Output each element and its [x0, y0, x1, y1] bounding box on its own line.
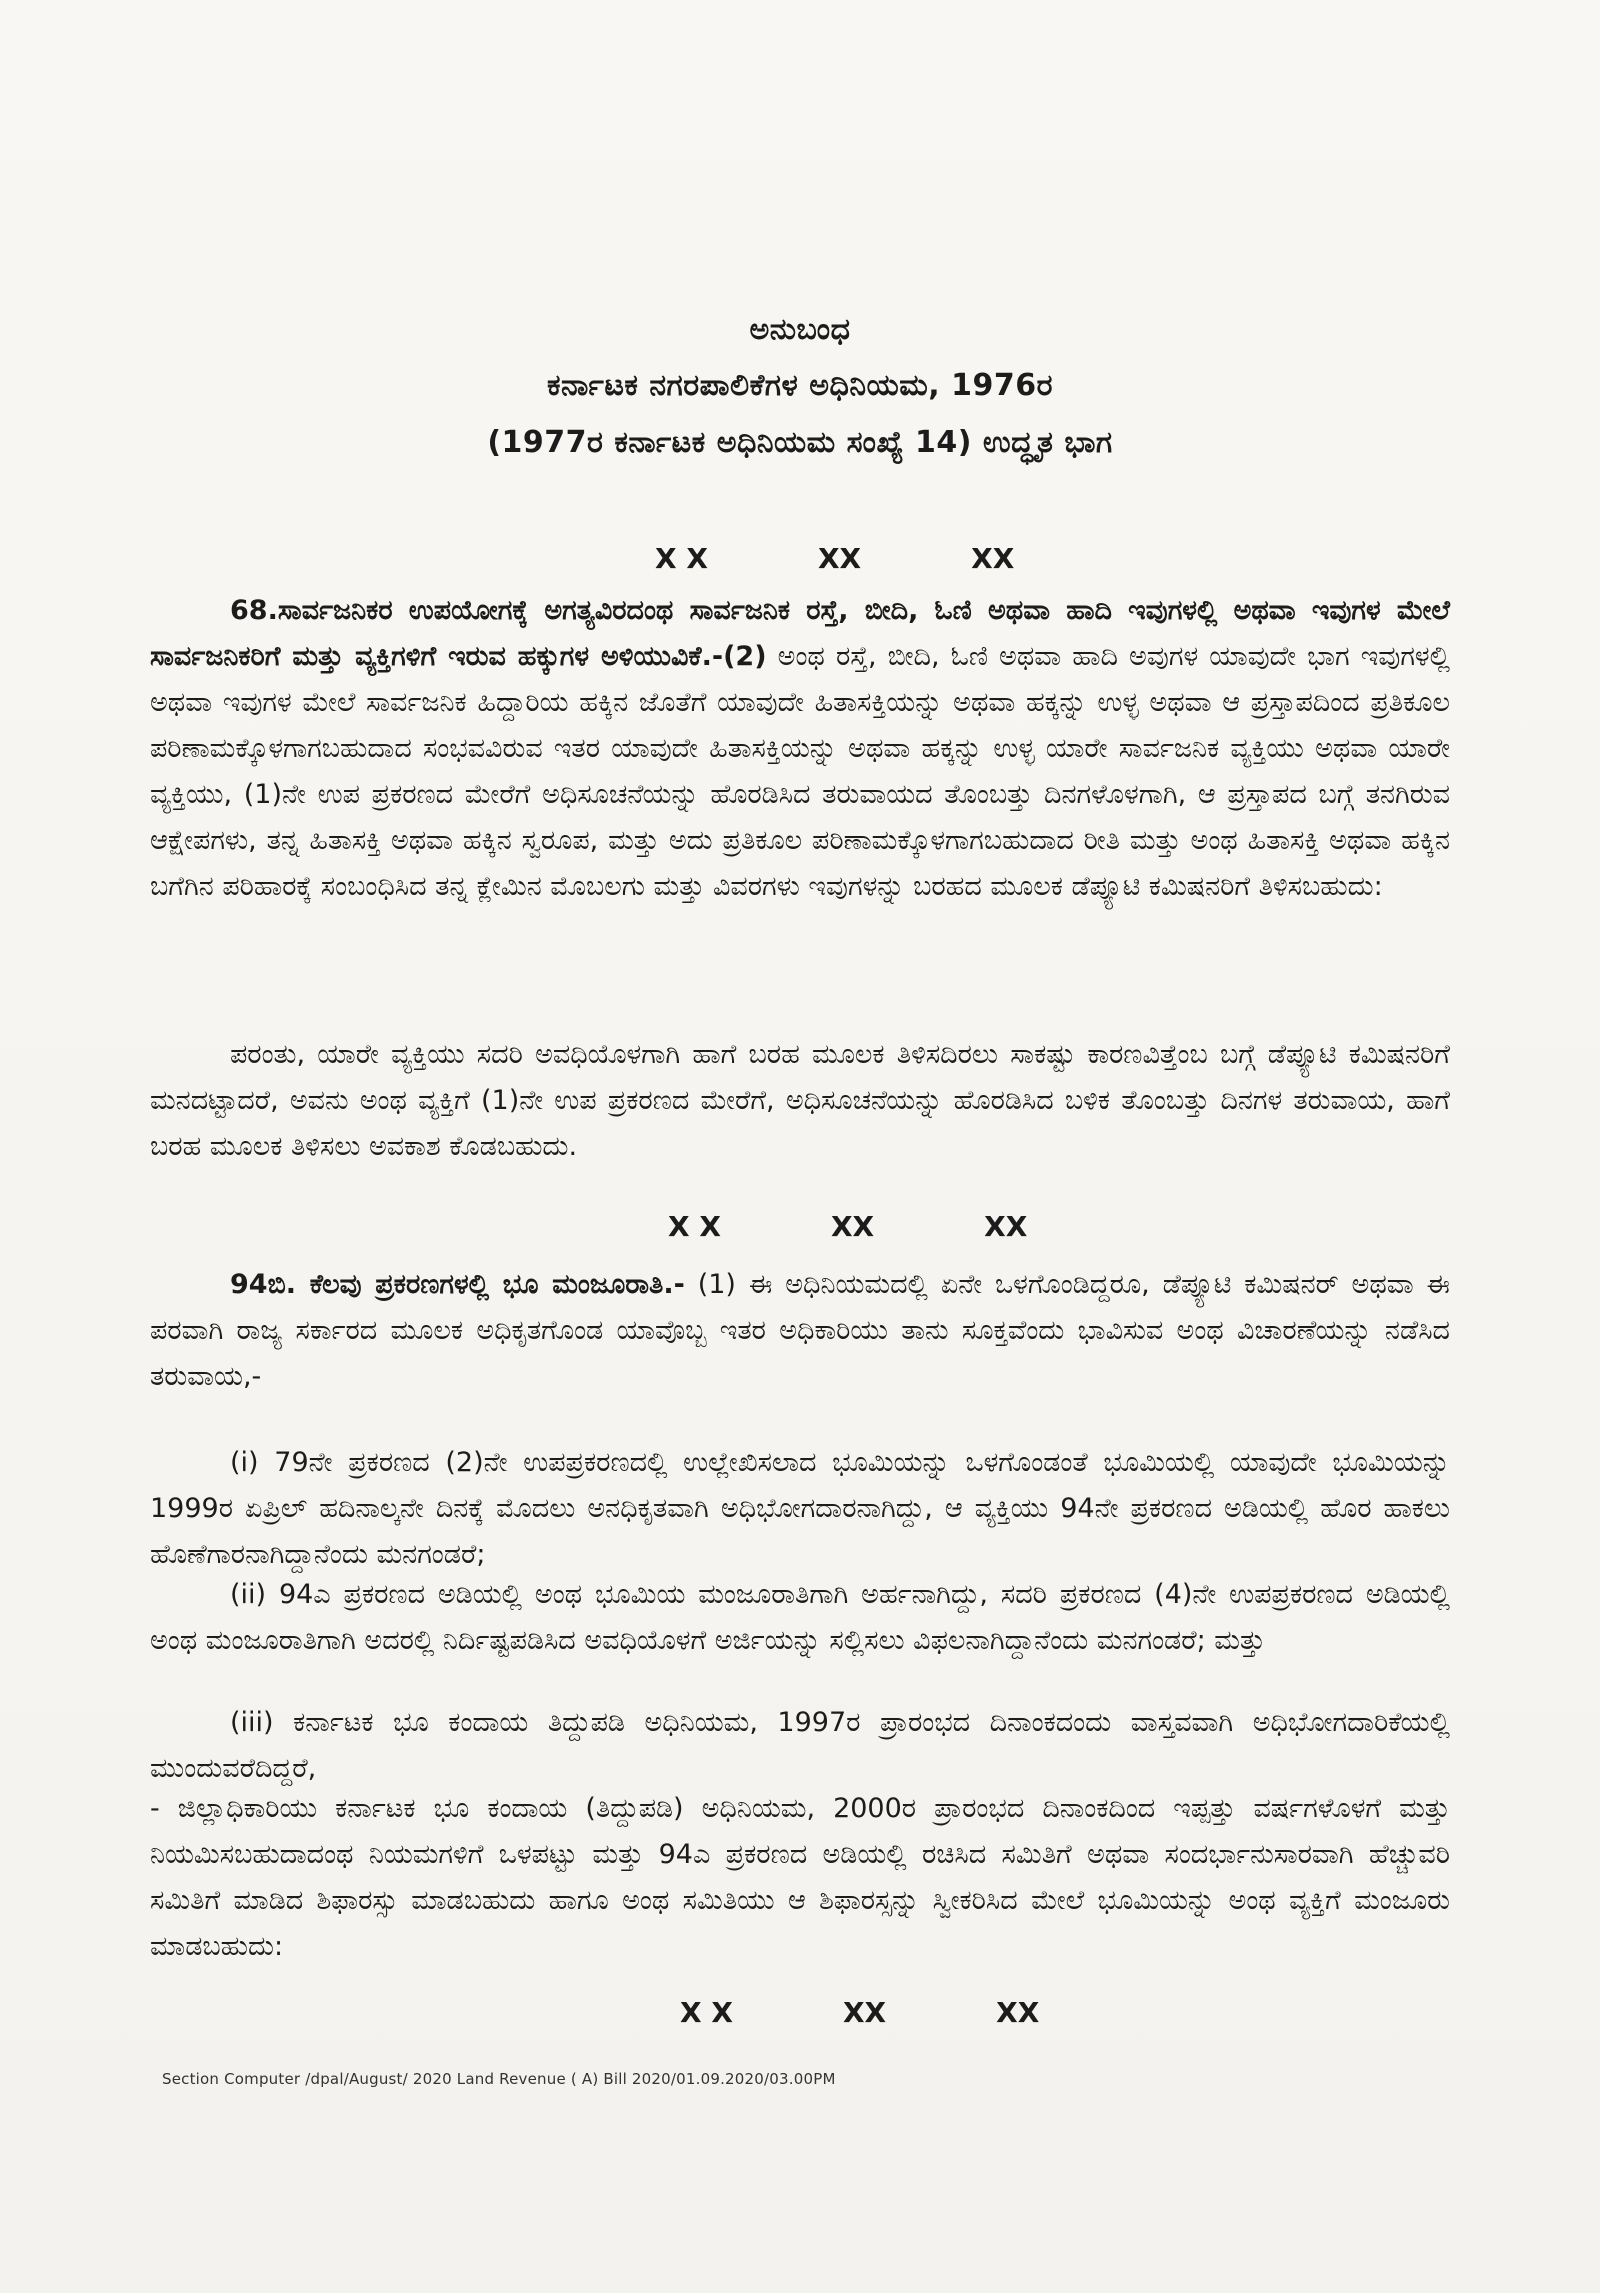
separator-mark: XX: [996, 1996, 1040, 2029]
section-68-body: ಅಂಥ ರಸ್ತೆ, ಬೀದಿ, ಓಣಿ ಅಥವಾ ಹಾದಿ ಅವುಗಳ ಯಾವುದೇ ಭಾಗ ಇವುಗಳಲ್ಲಿ ಅಥವಾ ಇವುಗಳ ಮೇಲೆ ಸಾರ್ವಜನಿಕ ಹಿದ್ದಾರಿಯ ಹಕ್ಕಿನ ಜೊತೆಗೆ ಯಾವುದೇ ಹಿತಾಸಕ್ತಿಯನ್ನು ಅಥವಾ ಹಕ್ಕನ್ನು ಉಳ್ಳ ಅಥವಾ ಆ ಪ್ರಸ್ತಾಪದಿಂದ ಪ್ರತಿಕೂಲ ಪರಿಣಾಮಕ್ಕೊಳಗಾಗಬಹುದಾದ ಸಂಭವವಿರುವ ಇತರ ಯಾವುದೇ ಹಿತಾಸಕ್ತಿಯನ್ನು ಅಥವಾ ಹಕ್ಕನ್ನು ಉಳ್ಳ ಯಾರೇ ಸಾರ್ವಜನಿಕ ವ್ಯಕ್ತಿಯು ಅಥವಾ ಯಾರೇ ವ್ಯಕ್ತಿಯು, (1)ನೇ ಉಪ ಪ್ರಕರಣದ ಮೇರೆಗೆ ಅಧಿಸೂಚನೆಯನ್ನು ಹೊರಡಿಸಿದ ತರುವಾಯದ ತೊಂಬತ್ತು ದಿನಗಳೊಳಗಾಗಿ, ಆ ಪ್ರಸ್ತಾಪದ ಬಗ್ಗೆ ತನಗಿರುವ ಆಕ್ಷೇಪಗಳು, ತನ್ನ ಹಿತಾಸಕ್ತಿ ಅಥವಾ ಹಕ್ಕಿನ ಸ್ವರೂಪ, ಮತ್ತು ಅದು ಪ್ರತಿಕೂಲ ಪರಿಣಾಮಕ್ಕೊಳಗಾಗಬಹುದಾದ ರೀತಿ ಮತ್ತು ಅಂಥ ಹಿತಾಸಕ್ತಿ ಅಥವಾ ಹಕ್ಕಿನ ಬಗೆಗಿನ ಪರಿಹಾರಕ್ಕೆ ಸಂಬಂಧಿಸಿದ ತನ್ನ ಕ್ಲೇಮಿನ ಮೊಬಲಗು ಮತ್ತು ವಿವರಗಳು ಇವುಗಳನ್ನು ಬರಹದ ಮೂಲಕ ಡೆಪ್ಯೂಟಿ ಕಮಿಷನರಿಗೆ ತಿಳಿಸಬಹುದು:: [150, 641, 1450, 902]
separator-mark: X X: [668, 1210, 721, 1243]
document-footer: Section Computer /dpal/August/ 2020 Land Revenue ( A) Bill 2020/01.09.2020/03.00PM: [162, 2070, 836, 2088]
section-94b-item-1: (i) 79ನೇ ಪ್ರಕರಣದ (2)ನೇ ಉಪಪ್ರಕರಣದಲ್ಲಿ ಉಲ್ಲೇಖಿಸಲಾದ ಭೂಮಿಯನ್ನು ಒಳಗೊಂಡಂತೆ ಭೂಮಿಯಲ್ಲಿ ಯಾವುದೇ ಭೂಮಿಯನ್ನು 1999ರ ಏಪ್ರಿಲ್ ಹದಿನಾಲ್ಕನೇ ದಿನಕ್ಕೆ ಮೊದಲು ಅನಧಿಕೃತವಾಗಿ ಅಧಿಭೋಗದಾರನಾಗಿದ್ದು, ಆ ವ್ಯಕ್ತಿಯು 94ನೇ ಪ್ರಕರಣದ ಅಡಿಯಲ್ಲಿ ಹೊರ ಹಾಕಲು ಹೊಣೆಗಾರನಾಗಿದ್ದಾನೆಂದು ಮನಗಂಡರೆ;: [150, 1447, 1450, 1570]
section-68-proviso: ಪರಂತು, ಯಾರೇ ವ್ಯಕ್ತಿಯು ಸದರಿ ಅವಧಿಯೊಳಗಾಗಿ ಹಾಗೆ ಬರಹ ಮೂಲಕ ತಿಳಿಸದಿರಲು ಸಾಕಷ್ಟು ಕಾರಣವಿತ್ತೆಂಬ ಬಗ್ಗೆ ಡೆಪ್ಯೂಟಿ ಕಮಿಷನರಿಗೆ ಮನದಟ್ಟಾದರೆ, ಅವನು ಅಂಥ ವ್ಯಕ್ತಿಗೆ (1)ನೇ ಉಪ ಪ್ರಕರಣದ ಮೇರೆಗೆ, ಅಧಿಸೂಚನೆಯನ್ನು ಹೊರಡಿಸಿದ ಬಳಿಕ ತೊಂಬತ್ತು ದಿನಗಳ ತರುವಾಯ, ಹಾಗೆ ಬರಹ ಮೂಲಕ ತಿಳಿಸಲು ಅವಕಾಶ ಕೊಡಬಹುದು.: [150, 1039, 1450, 1162]
separator-mark: X X: [655, 542, 708, 575]
separator-3: [680, 1996, 1039, 2029]
section-94b-heading: 94ಬಿ. ಕೆಲವು ಪ್ರಕರಣಗಳಲ್ಲಿ ಭೂ ಮಂಜೂರಾತಿ.-: [230, 1269, 685, 1300]
section-94b: [150, 1262, 1450, 1400]
separator-mark: XX: [842, 1996, 887, 2029]
separator-2: [668, 1210, 1027, 1243]
separator-mark: XX: [984, 1210, 1028, 1243]
separator-1: [655, 542, 1014, 575]
separator-mark: X X: [680, 1996, 733, 2029]
act-subtitle: (1977ರ ಕರ್ನಾಟಕ ಅಧಿನಿಯಮ ಸಂಖ್ಯೆ 14) ಉದ್ಧೃತ ಭಾಗ: [487, 425, 1113, 460]
annex-title: ಅನುಬಂಧ: [749, 312, 851, 347]
section-94b-item-2: (ii) 94ಎ ಪ್ರಕರಣದ ಅಡಿಯಲ್ಲಿ ಅಂಥ ಭೂಮಿಯ ಮಂಜೂರಾತಿಗಾಗಿ ಅರ್ಹನಾಗಿದ್ದು, ಸದರಿ ಪ್ರಕರಣದ (4)ನೇ ಉಪಪ್ರಕರಣದ ಅಡಿಯಲ್ಲಿ ಅಂಥ ಮಂಜೂರಾತಿಗಾಗಿ ಅದರಲ್ಲಿ ನಿರ್ದಿಷ್ಟಪಡಿಸಿದ ಅವಧಿಯೊಳಗೆ ಅರ್ಜಿಯನ್ನು ಸಲ್ಲಿಸಲು ವಿಫಲನಾಗಿದ್ದಾನೆಂದು ಮನಗಂಡರೆ; ಮತ್ತು: [150, 1579, 1450, 1656]
section-68-heading: 68.ಸಾರ್ವಜನಿಕರ ಉಪಯೋಗಕ್ಕೆ ಅಗತ್ಯವಿರದಂಥ ಸಾರ್ವಜನಿಕ ರಸ್ತೆ, ಬೀದಿ, ಓಣಿ ಅಥವಾ ಹಾದಿ ಇವುಗಳಲ್ಲಿ ಅಥವಾ ಇವುಗಳ ಮೇಲೆ ಸಾರ್ವಜನಿಕರಿಗೆ ಮತ್ತು ವ್ಯಕ್ತಿಗಳಿಗೆ ಇರುವ ಹಕ್ಕುಗಳ ಅಳಿಯುವಿಕೆ.-(2): [150, 595, 1450, 672]
section-94b-closing: - ಜಿಲ್ಲಾಧಿಕಾರಿಯು ಕರ್ನಾಟಕ ಭೂ ಕಂದಾಯ (ತಿದ್ದುಪಡಿ) ಅಧಿನಿಯಮ, 2000ರ ಪ್ರಾರಂಭದ ದಿನಾಂಕದಿಂದ ಇಪ್ಪತ್ತು ವರ್ಷಗಳೊಳಗೆ ಮತ್ತು ನಿಯಮಿಸಬಹುದಾದಂಥ ನಿಯಮಗಳಿಗೆ ಒಳಪಟ್ಟು ಮತ್ತು 94ಎ ಪ್ರಕರಣದ ಅಡಿಯಲ್ಲಿ ರಚಿಸಿದ ಸಮಿತಿಗೆ ಅಥವಾ ಸಂದರ್ಭಾನುಸಾರವಾಗಿ ಹೆಚ್ಚುವರಿ ಸಮಿತಿಗೆ ಮಾಡಿದ ಶಿಫಾರಸ್ಸು ಮಾಡಬಹುದು ಹಾಗೂ ಅಂಥ ಸಮಿತಿಯು ಆ ಶಿಫಾರಸ್ಸನ್ನು ಸ್ವೀಕರಿಸಿದ ಮೇಲೆ ಭೂಮಿಯನ್ನು ಅಂಥ ವ್ಯಕ್ತಿಗೆ ಮಂಜೂರು ಮಾಡಬಹುದು:: [150, 1793, 1450, 1962]
section-68: [150, 588, 1450, 910]
separator-mark: XX: [817, 542, 862, 575]
section-94b-item-3: (iii) ಕರ್ನಾಟಕ ಭೂ ಕಂದಾಯ ತಿದ್ದುಪಡಿ ಅಧಿನಿಯಮ, 1997ರ ಪ್ರಾರಂಭದ ದಿನಾಂಕದಂದು ವಾಸ್ತವವಾಗಿ ಅಧಿಭೋಗದಾರಿಕೆಯಲ್ಲಿ ಮುಂದುವರೆದಿದ್ದರೆ,: [150, 1707, 1450, 1784]
act-title: ಕರ್ನಾಟಕ ನಗರಪಾಲಿಕೆಗಳ ಅಧಿನಿಯಮ, 1976ರ: [547, 368, 1053, 403]
section-94b-body: (1) ಈ ಅಧಿನಿಯಮದಲ್ಲಿ ಏನೇ ಒಳಗೊಂಡಿದ್ದರೂ, ಡೆಪ್ಯೂಟಿ ಕಮಿಷನರ್ ಅಥವಾ ಈ ಪರವಾಗಿ ರಾಜ್ಯ ಸರ್ಕಾರದ ಮೂಲಕ ಅಧಿಕೃತಗೊಂಡ ಯಾವೊಬ್ಬ ಇತರ ಅಧಿಕಾರಿಯು ತಾನು ಸೂಕ್ತವೆಂದು ಭಾವಿಸುವ ಅಂಥ ವಿಚಾರಣೆಯನ್ನು ನಡೆಸಿದ ತರುವಾಯ,-: [150, 1269, 1450, 1392]
separator-mark: XX: [830, 1210, 875, 1243]
separator-mark: XX: [971, 542, 1015, 575]
